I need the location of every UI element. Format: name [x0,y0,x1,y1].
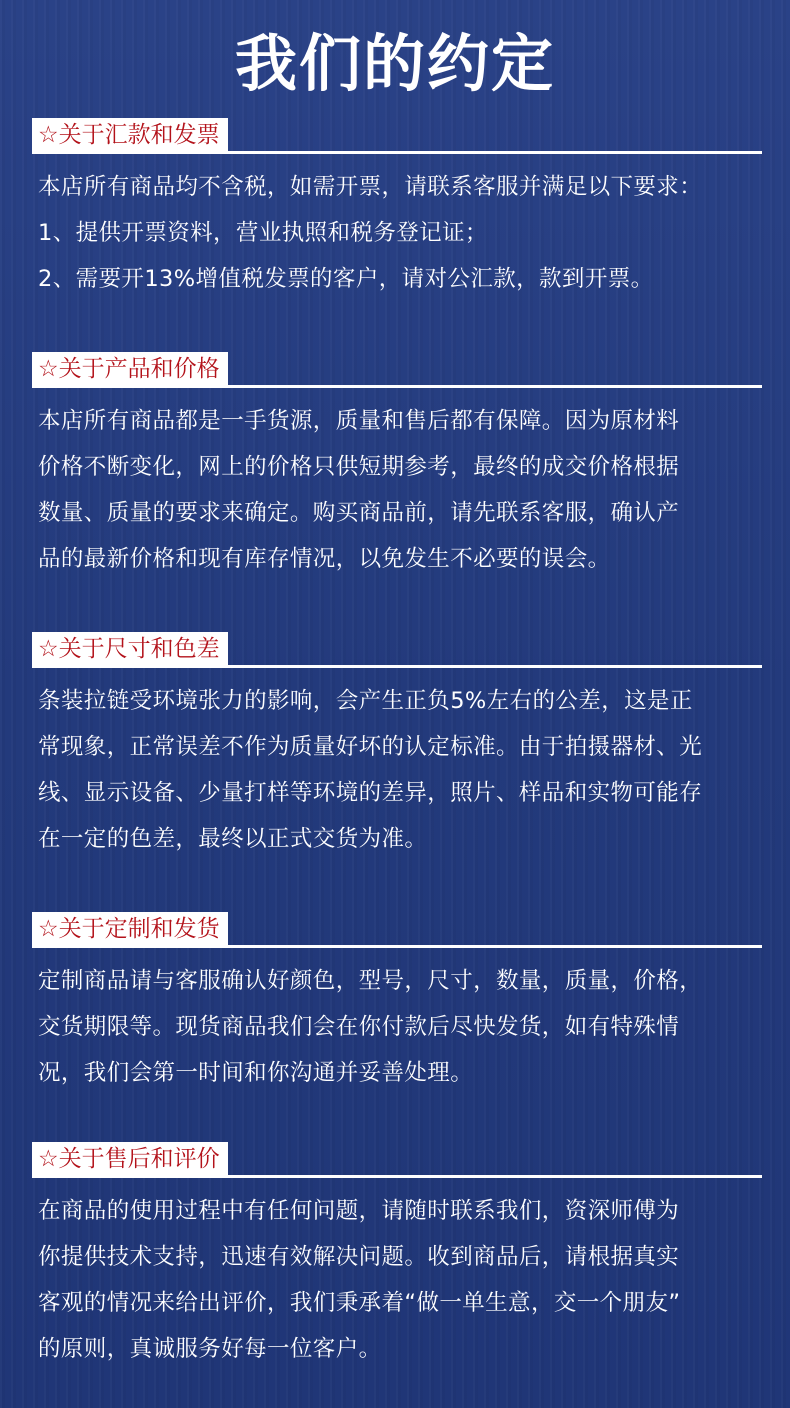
body-line: 价格不断变化，网上的价格只供短期参考，最终的成交价格根据 [38,454,680,480]
divider [32,1175,762,1178]
section-body [38,1188,778,1372]
body-line: 况，我们会第一时间和你沟通并妥善处理。 [38,1060,474,1086]
body-line: 在商品的使用过程中有任何问题，请随时联系我们，资深师傅为 [38,1198,680,1224]
section-heading: ☆关于定制和发货 [32,912,228,946]
body-line: 2、需要开13%增值税发票的客户，请对公汇款，款到开票。 [38,266,654,292]
body-line: 数量、质量的要求来确定。购买商品前，请先联系客服，确认产 [38,500,680,526]
body-line: 在一定的色差，最终以正式交货为准。 [38,826,428,852]
body-line: 本店所有商品均不含税，如需开票，请联系客服并满足以下要求： [38,174,703,200]
body-line: 品的最新价格和现有库存情况，以免发生不必要的误会。 [38,546,611,572]
divider [32,665,762,668]
body-line: 条装拉链受环境张力的影响，会产生正负5%左右的公差，这是正 [38,688,693,714]
divider [32,151,762,154]
body-line: 线、显示设备、少量打样等环境的差异，照片、样品和实物可能存 [38,780,703,806]
body-line: 1、提供开票资料，营业执照和税务登记证； [38,220,488,246]
body-line: 的原则，真诚服务好每一位客户。 [38,1336,382,1362]
divider [32,385,762,388]
body-line: 常现象，正常误差不作为质量好坏的认定标准。由于拍摄器材、光 [38,734,703,760]
body-line: 你提供技术支持，迅速有效解决问题。收到商品后，请根据真实 [38,1244,680,1270]
body-line: 交货期限等。现货商品我们会在你付款后尽快发货，如有特殊情 [38,1014,680,1040]
divider [32,945,762,948]
body-line: 本店所有商品都是一手货源，质量和售后都有保障。因为原材料 [38,408,680,434]
section-heading: ☆关于产品和价格 [32,352,228,386]
section-body [38,164,778,302]
section-heading: ☆关于尺寸和色差 [32,632,228,666]
section-body [38,678,778,862]
section-body [38,958,778,1096]
section-heading: ☆关于售后和评价 [32,1142,228,1176]
section-body [38,398,778,582]
page-title: 我们的约定 [234,27,555,100]
body-line: 客观的情况来给出评价，我们秉承着“做一单生意，交一个朋友” [38,1290,681,1316]
section-heading: ☆关于汇款和发票 [32,118,228,152]
body-line: 定制商品请与客服确认好颜色，型号，尺寸，数量，质量，价格， [38,968,703,994]
